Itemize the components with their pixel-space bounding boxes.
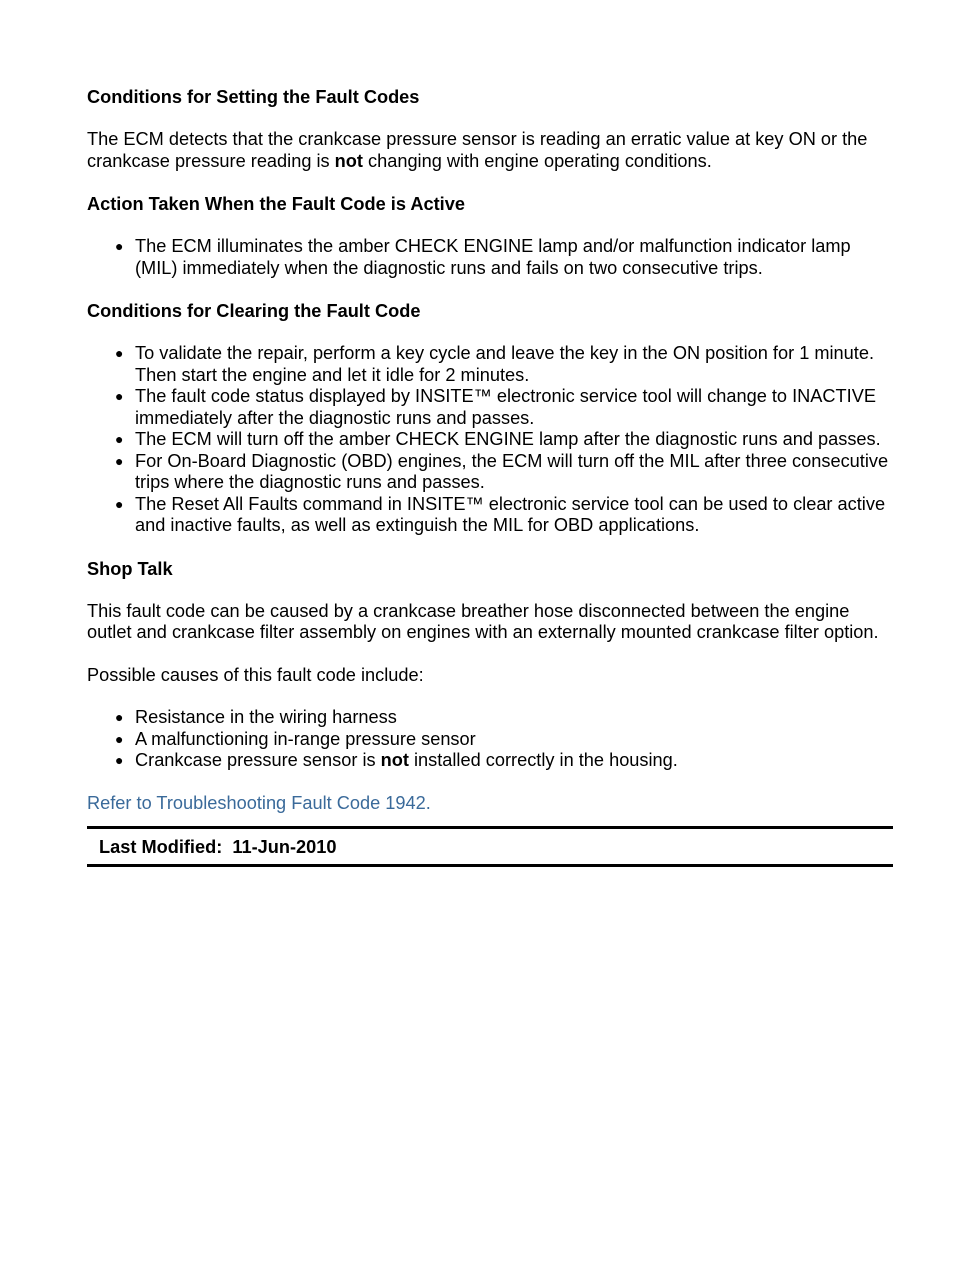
list-item (115, 728, 893, 751)
list-item-text: The ECM illuminates the amber CHECK ENGINE lamp and/or malfunction indicator lamp (MIL) immediately when the diagnostic runs and fails on two consecutive trips. (135, 236, 851, 278)
bullet-icon: ● (115, 452, 124, 469)
list-item-text: The Reset All Faults command in INSITE™ electronic service tool can be used to clear active and inactive faults, as well as extinguish the MIL for OBD applications. (135, 493, 886, 535)
heading-shop-talk: Shop Talk (87, 558, 173, 579)
list-item-text: The fault code status displayed by INSITE™ electronic service tool will change to INACTIVE immediately after the diagnostic runs and passes. (135, 386, 876, 428)
bullet-icon: ● (115, 730, 124, 747)
text-segment: Crankcase pressure sensor is (135, 750, 381, 770)
list-item (115, 236, 893, 279)
emphasis-not: not (380, 750, 409, 770)
bullet-icon: ● (115, 709, 124, 725)
list-item-text: The ECM will turn off the amber CHECK ENGINE lamp after the diagnostic runs and passes. (135, 429, 881, 449)
bullet-icon: ● (115, 431, 124, 447)
possible-causes-intro: Possible causes of this fault code include: (87, 664, 424, 685)
list-item-text: Resistance in the wiring harness (135, 707, 397, 727)
list-item (115, 429, 893, 451)
text-segment: installed correctly in the housing. (408, 750, 678, 770)
list-item-text: A malfunctioning in-range pressure sensor (135, 728, 476, 749)
last-modified (87, 829, 893, 864)
bullet-icon: ● (115, 345, 124, 361)
causes-list (87, 707, 893, 772)
text-segment: changing with engine operating conditions. (362, 150, 712, 171)
list-item (115, 343, 893, 386)
bullet-icon: ● (115, 752, 124, 768)
list-item (115, 493, 893, 537)
list-item-text: For On-Board Diagnostic (OBD) engines, the ECM will turn off the MIL after three consecutive trips where the diagnostic runs and passes. (135, 450, 889, 492)
last-modified-label: Last Modified: (99, 837, 223, 857)
last-modified-date: 11-Jun-2010 (232, 837, 337, 857)
list-item (115, 750, 893, 772)
bullet-icon: ● (115, 495, 124, 512)
clearing-list (87, 343, 893, 537)
footer-bottom-rule (87, 864, 893, 867)
setting-conditions-text (87, 129, 893, 172)
text-segment: The ECM detects that the crankcase pressure sensor is reading an erratic value at key ON or the crankcase pressure reading is (87, 129, 868, 171)
shop-talk-paragraph: This fault code can be caused by a crankcase breather hose disconnected between the engine outlet and crankcase filter assembly on engines with an externally mounted crankcase filter option. (87, 600, 879, 642)
bullet-icon: ● (115, 238, 124, 254)
heading-action-taken: Action Taken When the Fault Code is Active (87, 194, 465, 214)
troubleshooting-link[interactable]: Refer to Troubleshooting Fault Code 1942. (87, 792, 431, 813)
list-item (115, 386, 893, 429)
document-page (87, 86, 893, 867)
bullet-icon: ● (115, 388, 124, 404)
action-list (87, 236, 893, 279)
heading-clearing-conditions: Conditions for Clearing the Fault Code (87, 301, 421, 321)
emphasis-not: not (334, 150, 363, 171)
list-item-text: To validate the repair, perform a key cycle and leave the key in the ON position for 1 minute. Then start the engine and let it idle for 2 minutes. (135, 343, 874, 385)
list-item (115, 450, 893, 494)
list-item (115, 707, 893, 729)
heading-setting-conditions: Conditions for Setting the Fault Codes (87, 87, 420, 107)
